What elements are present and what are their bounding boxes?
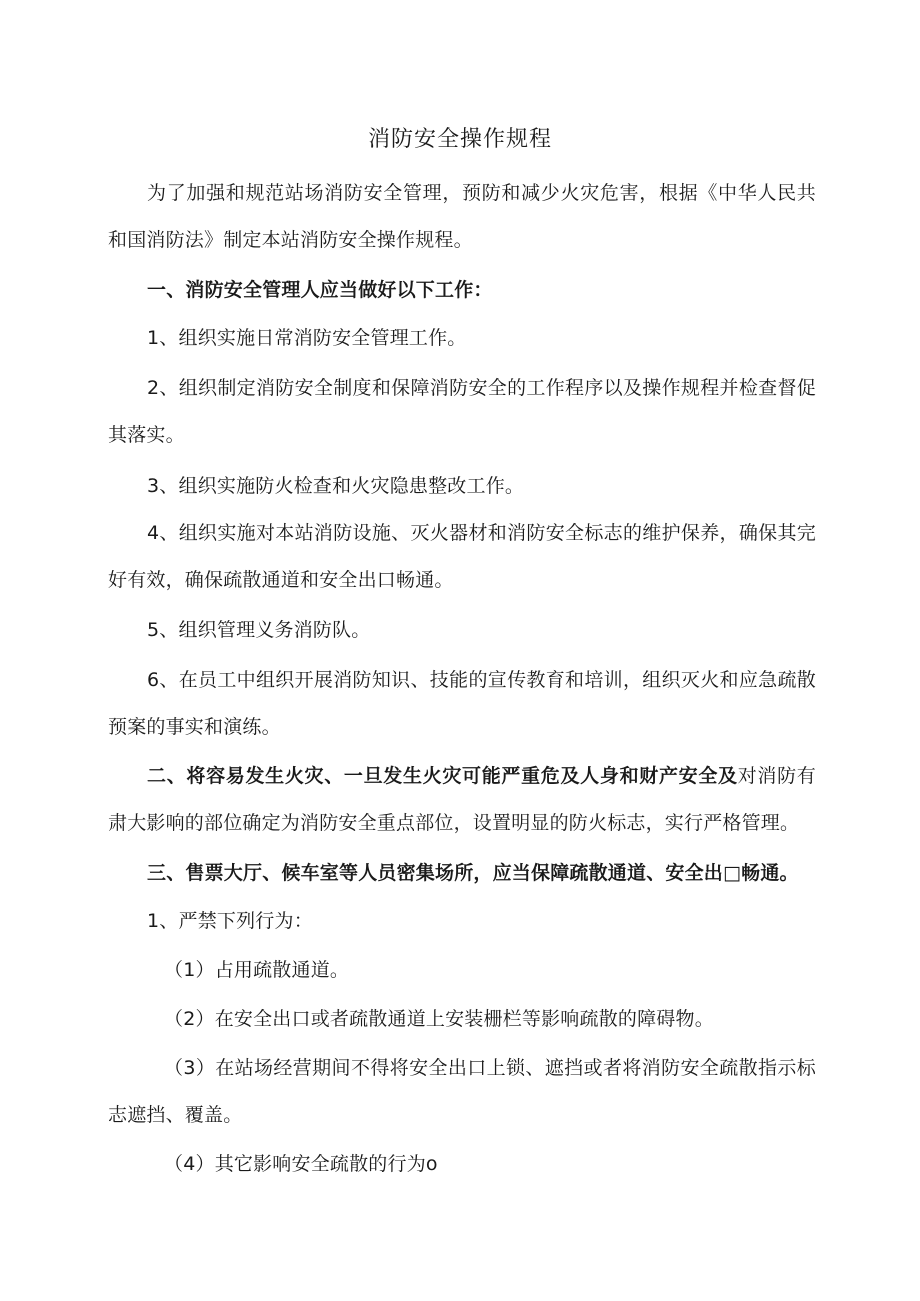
section-1-item-6: 6、在员工中组织开展消防知识、技能的宣传教育和培训，组织灭火和应急疏散预案的事实和演练。 (108, 669, 816, 738)
section-3-subitem-4: （4）其它影响安全疏散的行为o (164, 1153, 438, 1175)
section-1-item-1: 1、组织实施日常消防安全管理工作。 (147, 327, 467, 349)
document-title: 消防安全操作规程 (367, 127, 552, 152)
section-2-heading-rest: 对消防有肃大影响的部位确定为消防安全重点部位，设置明显的防火标志，实行严格管理。 (108, 765, 816, 834)
section-1-item-3: 3、组织实施防火检查和火灾隐患整改工作。 (147, 475, 525, 497)
section-2-heading-bold: 二、将容易发生火灾、一旦发生火灾可能严重危及人身和财产安全及 (147, 765, 738, 787)
section-3-subitem-1: （1）占用疏散通道。 (164, 959, 350, 981)
section-1-item-4: 4、组织实施对本站消防设施、灭火器材和消防安全标志的维护保养，确保其完好有效，确保疏散通道和安全出口畅通。 (108, 522, 816, 591)
section-1-item-5: 5、组织管理义务消防队。 (147, 619, 371, 641)
section-3-subitem-2: （2）在安全出口或者疏散通道上安装栅栏等影响疏散的障碍物。 (164, 1008, 714, 1030)
intro-paragraph: 为了加强和规范站场消防安全管理，预防和减少火灾危害，根据《中华人民共和国消防法》制定本站消防安全操作规程。 (108, 182, 816, 251)
section-1-heading: 一、消防安全管理人应当做好以下工作： (147, 279, 493, 301)
section-2-paragraph (108, 753, 816, 847)
section-3-item-1: 1、严禁下列行为： (147, 910, 313, 932)
section-3-heading: 三、售票大厅、候车室等人员密集场所，应当保障疏散通道、安全出□畅通。 (147, 862, 799, 884)
section-3-subitem-3: （3）在站场经营期间不得将安全出口上锁、遮挡或者将消防安全疏散指示标志遮挡、覆盖。 (108, 1057, 816, 1126)
section-1-item-2: 2、组织制定消防安全制度和保障消防安全的工作程序以及操作规程并检查督促其落实。 (108, 377, 816, 446)
